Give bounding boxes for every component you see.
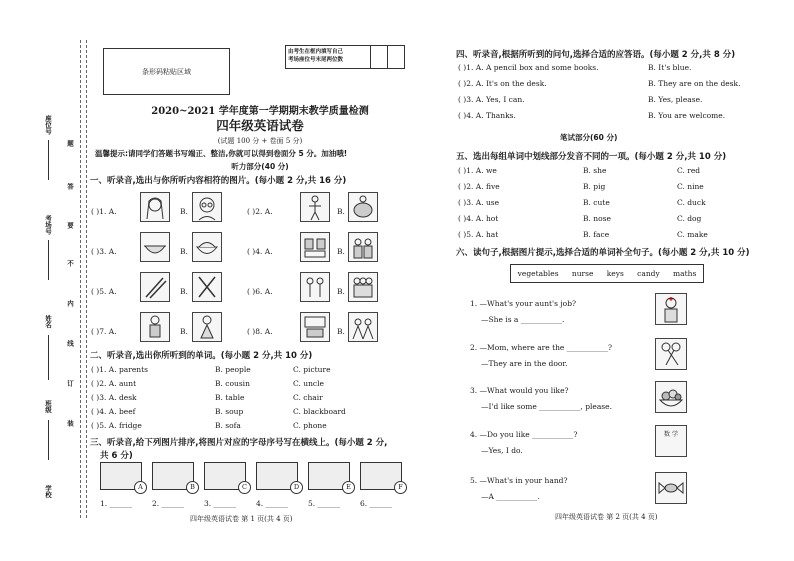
family-picture-a: [300, 232, 330, 262]
seal-char: 装: [66, 420, 74, 427]
girl-face-picture: [140, 192, 170, 222]
q4-row-4-a: ( )4. A. Thanks.: [458, 111, 516, 120]
q6-item-1-question: 1. —What's your aunt's job?: [470, 299, 577, 308]
q4-row-2-b: B. They are on the desk.: [648, 79, 741, 88]
q4-title: 四、听录音,根据所听到的问句,选择合适的应答语。(每小题 2 分,共 8 分): [456, 50, 736, 60]
q6-item-4-answer: —Yes, I do.: [481, 446, 523, 455]
q1-item-6-label: ( )6. A.: [247, 287, 273, 296]
q2-row-4-b: B. soup: [215, 407, 244, 416]
seal-char: 不: [66, 260, 74, 267]
sequence-blank-4: 4. ______: [256, 499, 289, 508]
barcode-area: [103, 48, 230, 95]
q2-row-3-b: B. table: [215, 393, 245, 402]
q1-item-5-b: B.: [180, 287, 188, 296]
seat-number-label: 座位号: [44, 115, 52, 135]
sequence-letter-c: C: [238, 481, 251, 494]
barcode-area-label: 条形码粘贴区域: [142, 67, 191, 76]
sequence-blank-3: 3. ______: [204, 499, 237, 508]
q1-item-4-label: ( )4. A.: [247, 247, 273, 256]
q6-item-2-question: 2. —Mom, where are the ___________?: [470, 343, 613, 352]
q1-item-2-label: ( )2. A.: [247, 207, 273, 216]
q4-row-3-a: ( )3. A. Yes, I can.: [458, 95, 525, 104]
q4-row-4-b: B. You are welcome.: [648, 111, 726, 120]
footer-left: 四年级英语试卷 第 1 页(共 4 页): [190, 515, 293, 523]
q6-item-3-question: 3. —What would you like?: [470, 386, 569, 395]
q5-row-5-b: B. face: [583, 230, 610, 239]
q5-row-2-b: B. pig: [583, 182, 606, 191]
q5-row-1-c: C. red: [677, 166, 701, 175]
page-title: 2020~2021 学年度第一学期期末教学质量检测: [151, 106, 369, 117]
q2-row-4-a: ( )4. A. beef: [91, 407, 136, 416]
knife-fork-picture: [192, 272, 222, 302]
q4-row-1-b: B. It's blue.: [648, 63, 692, 72]
chopsticks-picture: [140, 272, 170, 302]
q2-row-4-c: C. blackboard: [293, 407, 346, 416]
q2-row-2-a: ( )2. A. aunt: [91, 379, 137, 388]
word-bank-item: keys: [606, 269, 624, 278]
q3-title-line2: 共 6 分): [100, 451, 133, 461]
q4-row-2-a: ( )2. A. It's on the desk.: [458, 79, 547, 88]
sequence-letter-f: F: [394, 481, 407, 494]
q5-row-3-a: ( )3. A. use: [458, 198, 500, 207]
boy-picture: [140, 312, 170, 342]
q5-row-3-b: B. cute: [583, 198, 610, 207]
exam-room-label: 考场号: [44, 215, 52, 235]
q6-item-2-answer: —They are in the door.: [481, 359, 568, 368]
q2-row-5-a: ( )5. A. fridge: [91, 421, 142, 430]
q1-item-2-b: B.: [337, 207, 345, 216]
score-note: (试题 100 分 + 卷面 5 分): [217, 137, 303, 145]
people-picture-b: [348, 272, 378, 302]
bowl-soup-picture: [140, 232, 170, 262]
word-bank-item: candy: [637, 269, 660, 278]
q5-row-2-a: ( )2. A. five: [458, 182, 500, 191]
name-label: 姓名: [44, 315, 52, 328]
nurse-picture: [655, 293, 687, 325]
sequence-blank-5: 5. ______: [308, 499, 341, 508]
seal-char: 题: [66, 140, 74, 147]
sequence-letter-b: B: [186, 481, 199, 494]
exam-room-line: [48, 240, 49, 280]
name-line: [48, 335, 49, 380]
boy-glasses-picture: [192, 192, 222, 222]
q1-item-8-label: ( )8. A.: [247, 327, 273, 336]
q5-row-4-c: C. dog: [677, 214, 702, 223]
seat-note-line2: 考场座位号末尾两位数: [288, 57, 344, 63]
word-bank-item: vegetables: [517, 269, 559, 278]
q1-title: 一、听录音,选出与你所听内容相符的图片。(每小题 2 分,共 16 分): [90, 176, 347, 186]
sequence-blank-2: 2. ______: [152, 499, 185, 508]
q1-item-3-b: B.: [180, 247, 188, 256]
q2-row-3-a: ( )3. A. desk: [91, 393, 137, 402]
q4-row-1-a: ( )1. A. A pencil box and some books.: [458, 63, 599, 72]
q1-item-3-label: ( )3. A.: [91, 247, 117, 256]
q1-item-1-b: B.: [180, 207, 188, 216]
seat-box: [285, 45, 405, 69]
word-bank-item: maths: [673, 269, 697, 278]
candy-picture: [655, 472, 687, 504]
footer-right: 四年级英语试卷 第 2 页(共 4 页): [555, 513, 658, 521]
q2-row-2-b: B. cousin: [215, 379, 250, 388]
q1-item-8-b: B.: [337, 327, 345, 336]
q1-item-5-label: ( )5. A.: [91, 287, 117, 296]
binding-line-left: [80, 40, 81, 518]
seal-char: 要: [66, 222, 74, 229]
q1-item-6-b: B.: [337, 287, 345, 296]
bowl-rice-picture: [192, 232, 222, 262]
q2-row-1-c: C. picture: [293, 365, 331, 374]
q5-row-2-c: C. nine: [677, 182, 704, 191]
people-picture-a: [300, 272, 330, 302]
q5-row-4-b: B. nose: [583, 214, 611, 223]
q2-row-3-c: C. chair: [293, 393, 323, 402]
seat-number-line: [48, 140, 49, 180]
tip-text: 温馨提示:请同学们答题书写端正、整洁,你就可以得到卷面分 5 分。加油哦!: [95, 149, 348, 158]
q2-row-5-b: B. sofa: [215, 421, 241, 430]
q2-title: 二、听录音,选出你所听到的单词。(每小题 2 分,共 10 分): [90, 351, 313, 361]
q2-row-1-a: ( )1. A. parents: [91, 365, 148, 374]
q2-row-1-b: B. people: [215, 365, 251, 374]
q3-title-line1: 三、听录音,给下列图片排序,将图片对应的字母序号写在横线上。(每小题 2 分,: [90, 438, 388, 448]
q5-row-5-c: C. make: [677, 230, 708, 239]
word-bank: [510, 264, 704, 283]
q2-row-5-c: C. phone: [293, 421, 327, 430]
kids-picture: [348, 312, 378, 342]
q5-row-3-c: C. duck: [677, 198, 706, 207]
q1-item-7-label: ( )7. A.: [91, 327, 117, 336]
seal-char: 线: [66, 340, 74, 347]
family-picture-b: [348, 232, 378, 262]
q1-item-7-b: B.: [180, 327, 188, 336]
binding-line-right: [86, 40, 87, 518]
fat-man-picture: [348, 192, 378, 222]
thin-man-picture: [300, 192, 330, 222]
listening-part-heading: 听力部分(40 分): [231, 162, 289, 171]
sequence-blank-1: 1. ______: [100, 499, 133, 508]
q5-title: 五、选出每组单词中划线部分发音不同的一项。(每小题 2 分,共 10 分): [456, 152, 727, 162]
q4-row-3-b: B. Yes, please.: [648, 95, 703, 104]
page-subtitle: 四年级英语试卷: [216, 118, 304, 133]
q6-item-5-answer: —A ___________.: [481, 492, 540, 501]
q5-row-1-b: B. she: [583, 166, 607, 175]
q6-item-5-question: 5. —What's in your hand?: [470, 476, 568, 485]
seal-char: 订: [66, 380, 74, 387]
girl-picture: [192, 312, 222, 342]
word-bank-item: nurse: [571, 269, 594, 278]
q1-item-4-b: B.: [337, 247, 345, 256]
maths-book-picture: [655, 425, 687, 457]
maths-book-label: 数 学: [664, 431, 678, 438]
q6-item-4-question: 4. —Do you like ___________?: [470, 430, 578, 439]
sequence-letter-a: A: [134, 481, 147, 494]
class-line: [48, 420, 49, 460]
q6-item-3-answer: —I'd like some ___________, please.: [481, 402, 612, 411]
q2-row-2-c: C. uncle: [293, 379, 324, 388]
written-part-heading: 笔试部分(60 分): [560, 133, 618, 142]
keys-picture: [655, 338, 687, 370]
sequence-letter-d: D: [290, 481, 303, 494]
vegetables-picture: [655, 381, 687, 413]
q5-row-4-a: ( )4. A. hot: [458, 214, 499, 223]
seal-char: 答: [66, 183, 74, 190]
q6-title: 六、读句子,根据图片提示,选择合适的单词补全句子。(每小题 2 分,共 10 分): [456, 248, 750, 258]
q6-item-1-answer: —She is a ___________.: [481, 315, 565, 324]
q5-row-5-a: ( )5. A. hat: [458, 230, 499, 239]
q5-row-1-a: ( )1. A. we: [458, 166, 497, 175]
sequence-blank-6: 6. ______: [360, 499, 393, 508]
school-label: 学校: [44, 485, 52, 498]
seal-char: 内: [66, 300, 74, 307]
q1-item-1-label: ( )1. A.: [91, 207, 117, 216]
room-picture: [300, 312, 330, 342]
class-label: 班级: [44, 400, 52, 413]
seat-note-line1: 由考生在框内填写自己: [288, 49, 344, 55]
sequence-letter-e: E: [342, 481, 355, 494]
